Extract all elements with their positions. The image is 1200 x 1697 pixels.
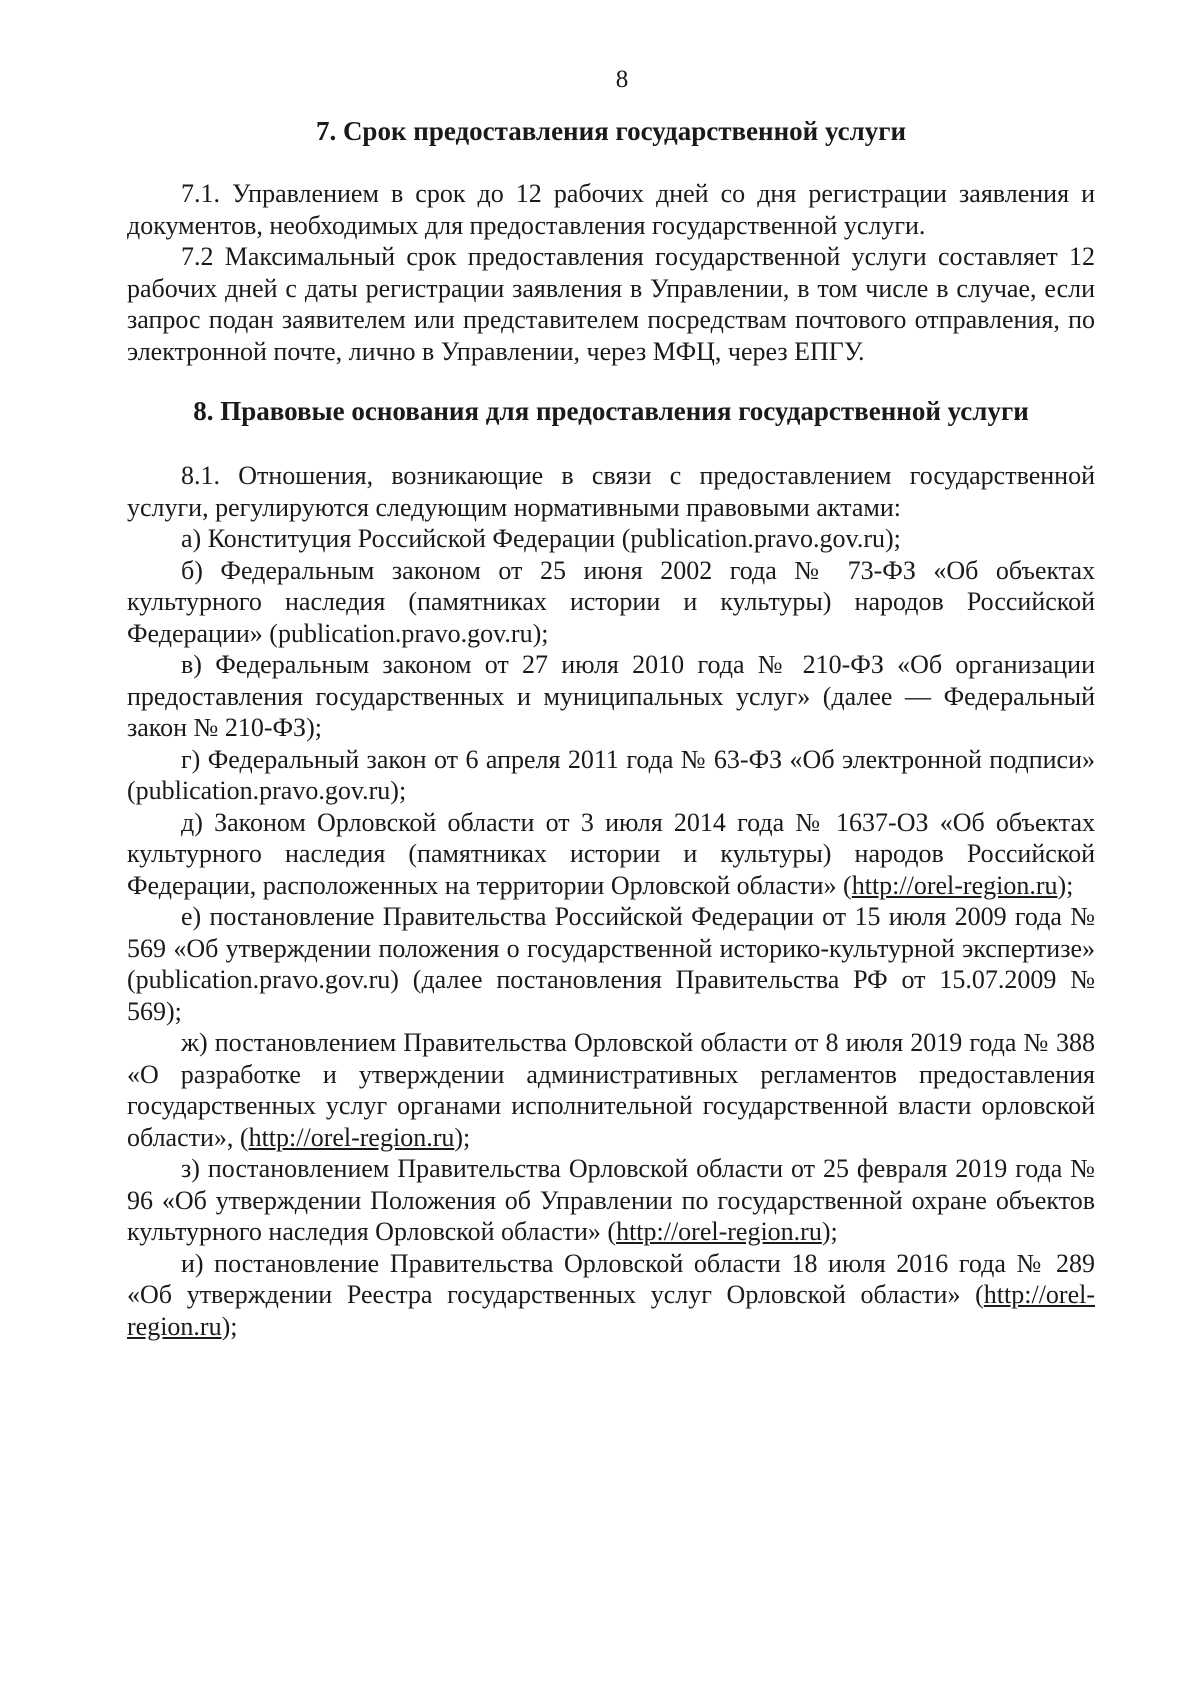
source-link[interactable]: http://orel-region.ru (616, 1217, 822, 1246)
source-link[interactable]: http://orel-region.ru (127, 1280, 1095, 1341)
section-8-title: 8. Правовые основания для предоставления государственной услуги (193, 396, 1029, 426)
legal-act-item-a: а) Конституция Российской Федерации (publication.pravo.gov.ru); (181, 524, 901, 553)
section-8-intro: 8.1. Отношения, возникающие в связи с предоставлением государственной услуги, регулируются следующим нормативными правовыми актами: (127, 461, 1095, 522)
document-page (127, 66, 1095, 1342)
section-7-paragraph-2: 7.2 Максимальный срок предоставления государственной услуги составляет 12 рабочих дней с даты регистрации заявления в Управлении, в том числе в случае, если запрос подан заявителем или представителем посредствам почтового отправления, по электронной почте, лично в Управлении, через МФЦ, через ЕПГУ. (127, 242, 1095, 366)
legal-act-item-i: и) постановление Правительства Орловской области 18 июля 2016 года № 289 «Об утверждении Реестра государственных услуг Орловской области» (http://orel-region.ru); (127, 1248, 1095, 1341)
source-link[interactable]: http://orel-region.ru (248, 1122, 455, 1152)
legal-act-item-e: е) постановление Правительства Российской Федерации от 15 июля 2009 года № 569 «Об утверждении положения о государственной историко-культурной экспертизе» (publication.pravo.gov.ru) (далее постановления Правительства РФ от 15.07.2009 № 569); (127, 902, 1095, 1026)
legal-act-item-v: в) Федеральным законом от 27 июля 2010 года № 210-ФЗ «Об организации предоставления государственных и муниципальных услуг» (далее — Федеральный закон № 210-ФЗ); (127, 650, 1095, 742)
legal-act-item-b: б) Федеральным законом от 25 июня 2002 года № 73-ФЗ «Об объектах культурного наследия (памятниках истории и культуры) народов Российской Федерации» (publication.pravo.gov.ru); (127, 555, 1095, 648)
legal-act-item-z: з) постановлением Правительства Орловской области от 25 февраля 2019 года № 96 «Об утверждении Положения об Управлении по государственной охране объектов культурного наследия Орловской области» (http://orel-region.ru); (127, 1154, 1095, 1246)
source-link[interactable]: http://orel-region.ru (851, 870, 1058, 900)
legal-act-item-d: д) Законом Орловской области от 3 июля 2014 года № 1637-ОЗ «Об объектах культурного наследия (памятниках истории и культуры) народов Российской Федерации, расположенных на территории Орловской области» (http://orel-region.ru); (127, 807, 1095, 900)
page-number: 8 (615, 66, 629, 93)
legal-act-item-g: г) Федеральный закон от 6 апреля 2011 года № 63-ФЗ «Об электронной подписи» (publication.pravo.gov.ru); (127, 744, 1095, 805)
legal-act-item-zh: ж) постановлением Правительства Орловской области от 8 июля 2019 года № 388 «О разработке и утверждении административных регламентов предоставления государственных услуг органами исполнительной государственной власти орловской области», (http://orel-region.ru); (127, 1028, 1095, 1152)
section-7-title: 7. Срок предоставления государственной услуги (315, 116, 907, 146)
section-7-paragraph-1: 7.1. Управлением в срок до 12 рабочих дней со дня регистрации заявления и документов, необходимых для предоставления государственной услуги. (127, 179, 1095, 240)
